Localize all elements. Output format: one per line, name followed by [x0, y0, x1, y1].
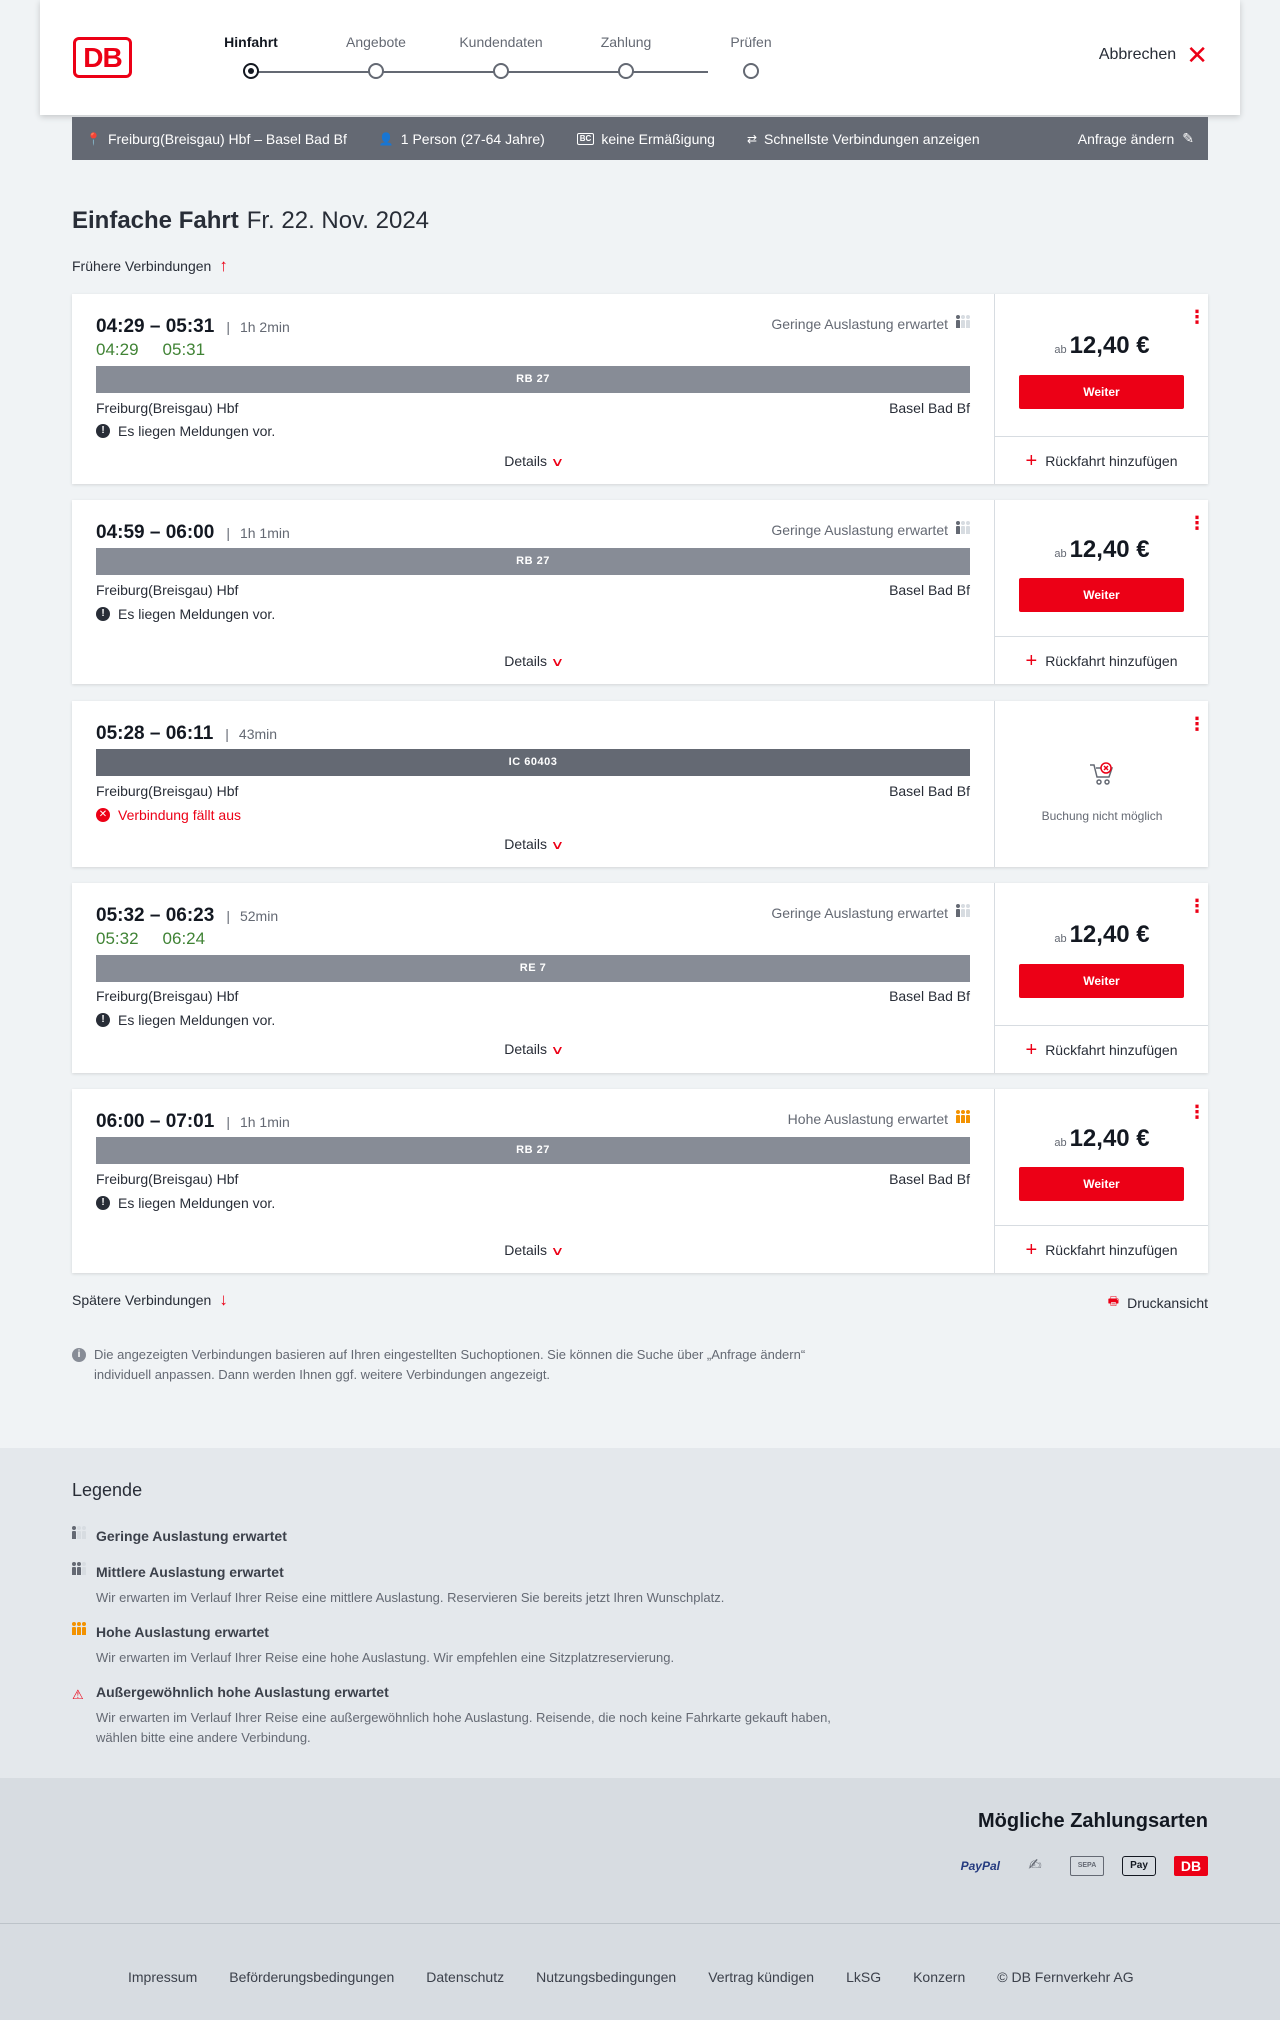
location-pin-icon: 📍	[86, 131, 101, 146]
footer-link-impressum[interactable]: Impressum	[128, 1969, 198, 1985]
details-toggle[interactable]: Details ∨	[504, 836, 565, 852]
payment-title: Mögliche Zahlungsarten	[977, 1810, 1208, 1832]
swap-arrows-icon: ⇄	[746, 131, 758, 146]
load-indicator: Geringe Auslastung erwartet	[771, 905, 970, 921]
info-exclamation-icon: !	[96, 1013, 110, 1027]
info-icon: i	[72, 1348, 86, 1362]
passenger-text: 1 Person (27-64 Jahre)	[400, 130, 545, 147]
high-load-icon	[956, 1115, 970, 1123]
step-dot	[493, 63, 509, 79]
details-toggle[interactable]: Details ∨	[504, 453, 565, 469]
destination-station: Basel Bad Bf	[889, 1171, 970, 1187]
earlier-connections-link[interactable]	[72, 258, 228, 274]
duration: 1h 2min	[239, 319, 290, 335]
realtime-times: 04:29 05:31	[96, 340, 206, 359]
option-text: Schnellste Verbindungen anzeigen	[764, 130, 980, 147]
printer-icon: 🖶	[1107, 1294, 1120, 1308]
step-label: Kundendaten	[459, 34, 543, 50]
page-title	[72, 207, 429, 235]
passenger-summary[interactable]	[379, 131, 545, 147]
chevron-down-icon: ∨	[550, 1043, 565, 1057]
legend-section	[0, 1448, 1280, 1778]
info-exclamation-icon: !	[96, 607, 110, 621]
price: ab 12,40 €	[1054, 921, 1150, 948]
add-return-trip-button[interactable]: + Rückfahrt hinzufügen	[995, 1025, 1208, 1073]
payment-methods-section	[0, 1778, 1280, 1923]
search-info-note: i Die angezeigten Verbindungen basieren auf Ihren eingestellten Suchoptionen. Sie können die Suche über „Anfrage ändern“ individuell anpassen. Dann werden Ihnen ggf. weitere Verbindungen angezeigt.	[72, 1345, 852, 1385]
destination-station: Basel Bad Bf	[889, 582, 970, 598]
legend-item: Hohe Auslastung erwartet Wir erwarten im Verlauf Ihrer Reise eine hohe Auslastung. Wir empfehlen eine Sitzplatzreservierung.	[72, 1624, 872, 1668]
step-dot	[368, 63, 384, 79]
step-label: Zahlung	[600, 34, 652, 50]
footer-link-nutzungsbedingungen[interactable]: Nutzungsbedingungen	[536, 1969, 677, 1985]
chevron-down-icon: ∨	[550, 455, 565, 469]
duration: 52min	[239, 908, 279, 924]
cancel-label: Abbrechen	[1098, 46, 1177, 63]
duration: 43min	[238, 726, 278, 742]
realtime-times: 05:32 06:24	[96, 929, 206, 948]
duration: 1h 1min	[239, 1114, 290, 1130]
cancelled-x-icon: ✕	[96, 808, 110, 822]
train-bar[interactable]: RB 27	[96, 366, 970, 393]
footer-copyright: © DB Fernverkehr AG	[997, 1969, 1134, 1985]
continue-button[interactable]: Weiter	[1019, 375, 1184, 409]
discount-summary[interactable]	[577, 131, 715, 147]
plus-icon: +	[1025, 649, 1038, 672]
medium-load-icon	[72, 1567, 86, 1575]
info-exclamation-icon: !	[96, 1196, 110, 1210]
low-load-icon	[956, 526, 970, 534]
search-summary-bar	[72, 117, 1208, 160]
add-return-trip-button[interactable]: + Rückfahrt hinzufügen	[995, 636, 1208, 684]
message-notice: ! Es liegen Meldungen vor.	[96, 1012, 275, 1028]
more-options-icon[interactable]: ⋮	[1188, 307, 1206, 327]
train-bar[interactable]: IC 60403	[96, 749, 970, 776]
person-icon: 👤	[378, 131, 394, 146]
details-toggle[interactable]: Details ∨	[504, 1242, 565, 1258]
high-load-icon	[72, 1627, 86, 1635]
more-options-icon[interactable]: ⋮	[1188, 513, 1206, 533]
more-options-icon[interactable]: ⋮	[1188, 714, 1206, 734]
add-return-trip-button[interactable]: + Rückfahrt hinzufügen	[995, 436, 1208, 484]
train-bar[interactable]: RB 27	[96, 548, 970, 575]
legend-item: Geringe Auslastung erwartet	[72, 1528, 872, 1544]
exceptional-load-icon: ⚠	[72, 1687, 84, 1702]
train-bar[interactable]: RE 7	[96, 955, 970, 982]
step-label: Prüfen	[730, 34, 772, 50]
plus-icon: +	[1025, 1038, 1038, 1061]
step-label: Hinfahrt	[224, 34, 278, 50]
chevron-down-icon: ∨	[550, 1244, 565, 1258]
plus-icon: +	[1025, 449, 1038, 472]
continue-button[interactable]: Weiter	[1019, 964, 1184, 998]
payment-icons	[961, 1856, 1208, 1876]
connection-times: 05:28 – 06:11 | 43min	[96, 723, 278, 744]
route-summary[interactable]	[86, 131, 347, 147]
continue-button[interactable]: Weiter	[1019, 578, 1184, 612]
step-kundendaten	[451, 34, 551, 50]
destination-station: Basel Bad Bf	[889, 783, 970, 799]
later-label: Spätere Verbindungen	[72, 1292, 212, 1308]
arrow-up-icon: ↑	[219, 256, 228, 275]
step-label: Angebote	[346, 34, 406, 50]
option-summary[interactable]	[747, 131, 980, 147]
connection-times: 05:32 – 06:23 | 52min	[96, 905, 279, 926]
booking-unavailable-text: Buchung nicht möglich	[1041, 809, 1163, 823]
header	[40, 0, 1240, 115]
destination-station: Basel Bad Bf	[889, 400, 970, 416]
pencil-icon: ✎	[1182, 130, 1194, 146]
cart-unavailable-icon	[1088, 761, 1116, 787]
destination-station: Basel Bad Bf	[889, 988, 970, 1004]
origin-station: Freiburg(Breisgau) Hbf	[96, 400, 239, 416]
more-options-icon[interactable]: ⋮	[1188, 896, 1206, 916]
step-dot	[743, 63, 759, 79]
sepa-icon: SEPA	[1070, 1856, 1104, 1876]
more-options-icon[interactable]: ⋮	[1188, 1102, 1206, 1122]
apple-pay-icon: Pay	[1122, 1856, 1156, 1876]
train-bar[interactable]: RB 27	[96, 1137, 970, 1164]
load-indicator: Hohe Auslastung erwartet	[788, 1111, 970, 1127]
price: ab 12,40 €	[1054, 536, 1150, 563]
print-label: Druckansicht	[1127, 1294, 1208, 1311]
print-view-link[interactable]	[1108, 1292, 1208, 1313]
direct-debit-icon: ✍	[1028, 1857, 1042, 1874]
connection-card	[72, 500, 1208, 684]
arrow-down-icon: ↓	[219, 1290, 228, 1309]
low-load-icon	[956, 909, 970, 917]
footer-link-befoerderungsbedingungen[interactable]: Beförderungsbedingungen	[229, 1969, 395, 1985]
legend-title: Legende	[72, 1480, 143, 1500]
legend-item: Mittlere Auslastung erwartet Wir erwarten im Verlauf Ihrer Reise eine mittlere Auslastung. Reservieren Sie bereits jetzt Ihren Wunschplatz.	[72, 1564, 872, 1608]
origin-station: Freiburg(Breisgau) Hbf	[96, 582, 239, 598]
details-toggle[interactable]: Details ∨	[504, 1041, 565, 1057]
continue-button[interactable]: Weiter	[1019, 1167, 1184, 1201]
load-indicator: Geringe Auslastung erwartet	[771, 316, 970, 332]
load-indicator: Geringe Auslastung erwartet	[771, 522, 970, 538]
step-hinfahrt	[201, 34, 301, 50]
message-notice: ! Es liegen Meldungen vor.	[96, 606, 275, 622]
origin-station: Freiburg(Breisgau) Hbf	[96, 1171, 239, 1187]
change-request-label: Anfrage ändern	[1077, 130, 1175, 147]
cancellation-notice: ✕ Verbindung fällt aus	[96, 807, 241, 823]
route-text: Freiburg(Breisgau) Hbf – Basel Bad Bf	[107, 130, 347, 147]
add-return-trip-button[interactable]: + Rückfahrt hinzufügen	[995, 1225, 1208, 1273]
step-zahlung	[576, 34, 676, 50]
footer-links	[128, 1969, 1134, 1985]
price: ab 12,40 €	[1054, 1125, 1150, 1152]
later-connections-link[interactable]	[72, 1292, 228, 1308]
step-dot	[243, 63, 259, 79]
footer-link-konzern[interactable]: Konzern	[913, 1969, 966, 1985]
step-pruefen	[701, 34, 801, 50]
origin-station: Freiburg(Breisgau) Hbf	[96, 988, 239, 1004]
step-dot	[618, 63, 634, 79]
trip-type: Einfache Fahrt	[72, 207, 239, 234]
plus-icon: +	[1025, 1238, 1038, 1261]
price: ab 12,40 €	[1054, 332, 1150, 359]
connection-times: 04:59 – 06:00 | 1h 1min	[96, 522, 290, 543]
trip-date: Fr. 22. Nov. 2024	[246, 207, 430, 234]
connection-card	[72, 294, 1208, 484]
message-notice: ! Es liegen Meldungen vor.	[96, 1195, 275, 1211]
discount-text: keine Ermäßigung	[601, 130, 715, 147]
connection-card	[72, 701, 1208, 867]
footer-link-datenschutz[interactable]: Datenschutz	[426, 1969, 505, 1985]
progress-steps	[210, 34, 772, 84]
step-angebote	[326, 34, 426, 50]
earlier-label: Frühere Verbindungen	[72, 258, 212, 274]
connection-card	[72, 883, 1208, 1073]
bahncard-icon: BC	[577, 133, 595, 145]
connection-times: 04:29 – 05:31 | 1h 2min	[96, 316, 290, 337]
footer-link-lksg[interactable]: LkSG	[846, 1969, 882, 1985]
duration: 1h 1min	[239, 525, 290, 541]
message-notice: ! Es liegen Meldungen vor.	[96, 423, 275, 439]
legend-item: ⚠ Außergewöhnlich hohe Auslastung erwartet Wir erwarten im Verlauf Ihrer Reise eine außergewöhnlich hohe Auslastung. Reisende, die noch keine Fahrkarte gekauft haben, wählen bitte eine andere Verbindung.	[72, 1684, 831, 1745]
cancel-button[interactable]	[1098, 40, 1208, 70]
paypal-icon: PayPal	[960, 1859, 1000, 1873]
info-exclamation-icon: !	[96, 424, 110, 438]
connection-card	[72, 1089, 1208, 1273]
footer-link-vertrag-kuendigen[interactable]: Vertrag kündigen	[708, 1969, 815, 1985]
steps-line	[251, 71, 708, 73]
origin-station: Freiburg(Breisgau) Hbf	[96, 783, 239, 799]
footer	[0, 1923, 1280, 2020]
low-load-icon	[956, 320, 970, 328]
chevron-down-icon: ∨	[550, 655, 565, 669]
db-logo[interactable]: DB	[73, 37, 132, 78]
db-pay-icon: DB	[1174, 1856, 1208, 1876]
details-toggle[interactable]: Details ∨	[504, 653, 565, 669]
connection-times: 06:00 – 07:01 | 1h 1min	[96, 1111, 290, 1132]
low-load-icon	[72, 1531, 86, 1539]
close-icon: ✕	[1186, 40, 1208, 70]
change-request-button[interactable]	[1078, 130, 1194, 147]
chevron-down-icon: ∨	[550, 838, 565, 852]
